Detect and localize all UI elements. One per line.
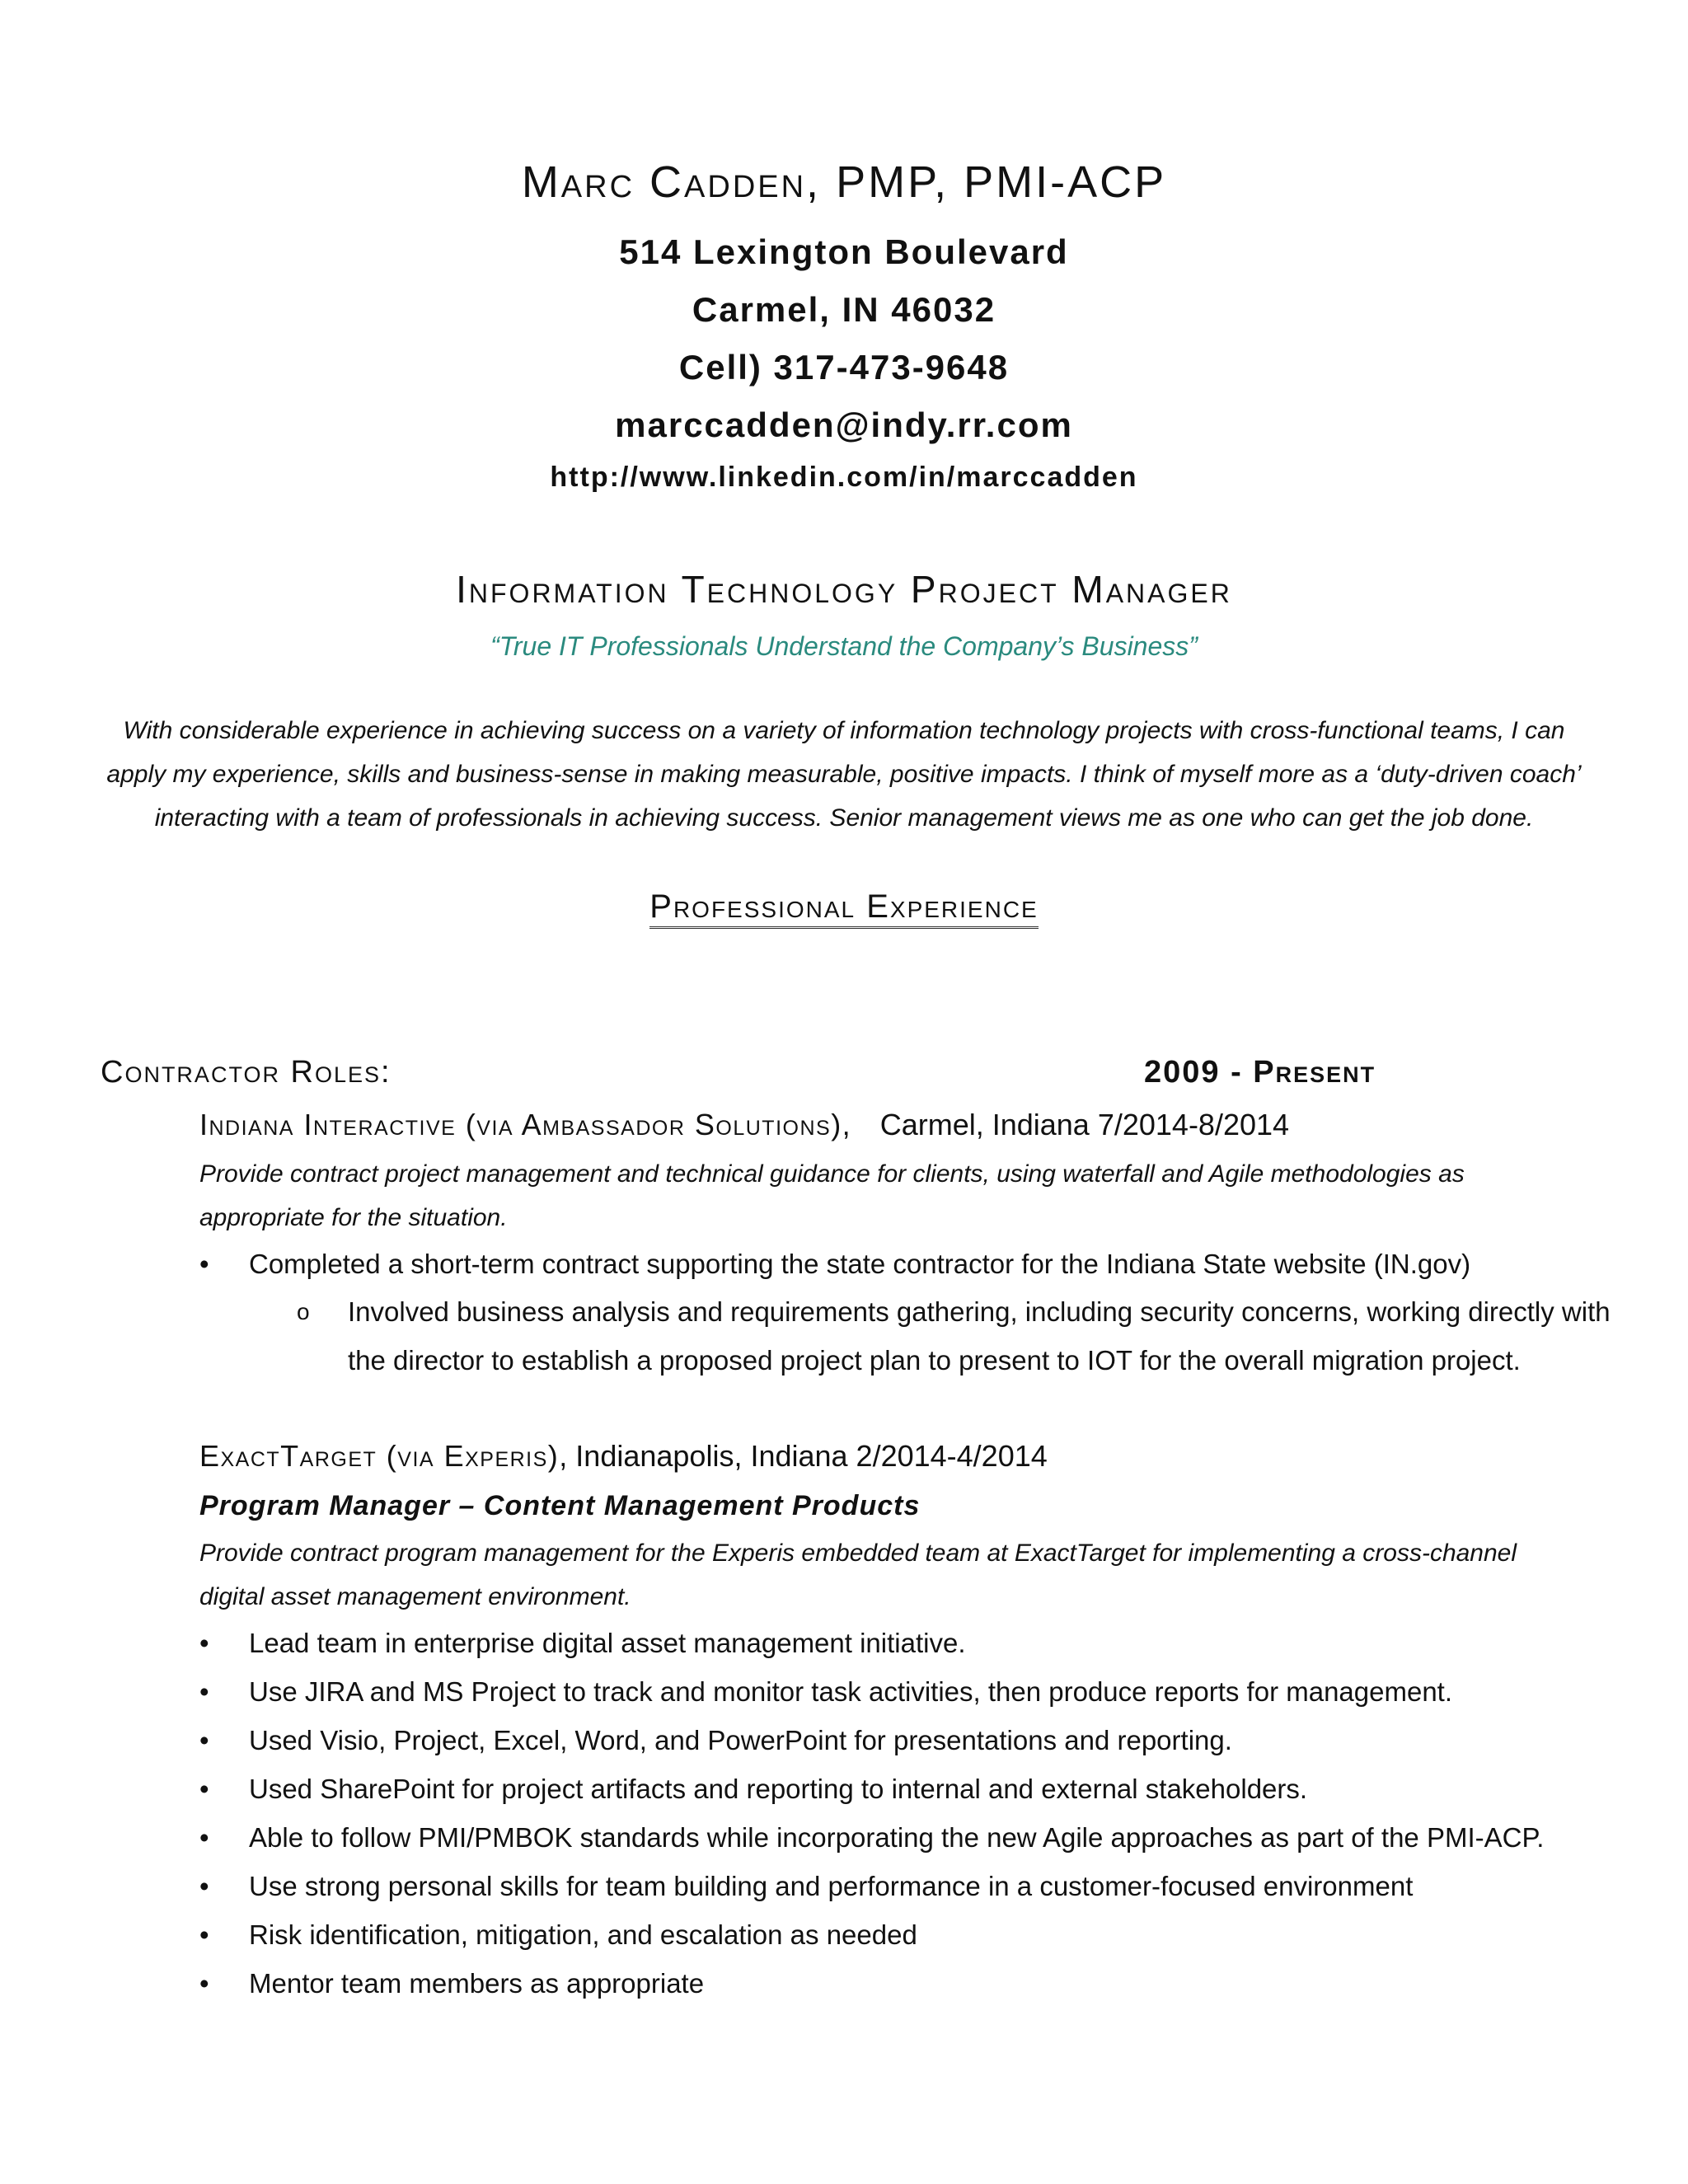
job-1-employer: Indiana Interactive (via Ambassador Solutions), [199, 1108, 852, 1141]
list-item [199, 1765, 1601, 1813]
candidate-name: Marc Cadden, PMP, PMI-ACP [521, 157, 1167, 207]
contractor-roles-label: Contractor Roles: [101, 1055, 392, 1090]
job-1-employer-line [199, 1108, 1289, 1142]
bullet-marker: • [199, 1822, 209, 1853]
phone-number: Cell) 317-473-9648 [678, 348, 1010, 387]
job-2-employer: ExactTarget (via Experis) [199, 1439, 560, 1473]
bullet-marker: • [199, 1919, 209, 1950]
section-heading-experience [0, 888, 1688, 926]
bullet-marker: • [199, 1628, 209, 1658]
job-1-bullet-1: Completed a short-term contract supporting the state contractor for the Indiana State website (IN.gov) [249, 1249, 1471, 1279]
profile-summary: With considerable experience in achieving success on a variety of information technology projects with cross-functional teams, I can apply my experience, skills and business-sense in making measurable, positive impacts. I think of myself more as a ‘duty-driven coach’ interacting with a team of professionals in achieving success. Senior management views me as one who can get the job done. [106, 717, 1582, 832]
contractor-roles-dates: 2009 - Present [1144, 1055, 1376, 1090]
list-item [199, 1716, 1601, 1765]
bullet-marker: • [199, 1676, 209, 1707]
job-2-bullet-2: Use JIRA and MS Project to track and monitor task activities, then produce reports for management. [249, 1676, 1453, 1707]
bullet-marker: • [199, 1725, 209, 1755]
job-2-bullet-7: Risk identification, mitigation, and escalation as needed [249, 1919, 917, 1950]
list-item [199, 1862, 1601, 1910]
job-1-sub-bullet-1: Involved business analysis and requirements gathering, including security concerns, working directly with the director to establish a proposed project plan to present to IOT for the overall migration project. [348, 1296, 1611, 1376]
list-item [199, 1240, 1601, 1288]
list-item [297, 1287, 1611, 1436]
bullet-marker: • [199, 1249, 209, 1279]
profile-title: Information Technology Project Manager [456, 568, 1232, 611]
address-line-1: 514 Lexington Boulevard [619, 232, 1069, 271]
job-2-bullet-4: Used SharePoint for project artifacts and reporting to internal and external stakeholders. [249, 1774, 1308, 1804]
profile-tagline: “True IT Professionals Understand the Company’s Business” [490, 631, 1198, 661]
section-heading-text: Professional Experience [649, 888, 1038, 929]
email-address[interactable]: marccadden@indy.rr.com [615, 405, 1073, 444]
job-1-description: Provide contract project management and technical guidance for clients, using waterfall and Agile methodologies as appropriate for the situation. [199, 1160, 1465, 1231]
job-1-location-dates: Carmel, Indiana 7/2014-8/2014 [879, 1108, 1290, 1141]
list-item [199, 1667, 1601, 1716]
bullet-marker: • [199, 1968, 209, 1999]
linkedin-link[interactable]: http://www.linkedin.com/in/marccadden [550, 462, 1138, 493]
list-item [199, 1619, 1601, 1667]
address-line-2: Carmel, IN 46032 [692, 290, 996, 329]
bullet-marker: • [199, 1871, 209, 1901]
job-2-bullet-5: Able to follow PMI/PMBOK standards while incorporating the new Agile approaches as part of the PMI-ACP. [249, 1822, 1545, 1853]
sub-bullet-marker: o [297, 1299, 310, 1324]
job-2-location-dates: , Indianapolis, Indiana 2/2014-4/2014 [559, 1439, 1048, 1473]
list-item [199, 1813, 1601, 1862]
job-2-bullet-3: Used Visio, Project, Excel, Word, and PowerPoint for presentations and reporting. [249, 1725, 1232, 1755]
job-2-bullet-1: Lead team in enterprise digital asset management initiative. [249, 1628, 966, 1658]
job-2-description: Provide contract program management for the Experis embedded team at ExactTarget for implementing a cross-channel digital asset management environment. [199, 1540, 1517, 1610]
list-item [199, 1959, 1601, 2008]
list-item [199, 1910, 1601, 1959]
job-2-role-title: Program Manager – Content Management Products [199, 1490, 921, 1521]
job-2-bullet-8: Mentor team members as appropriate [249, 1968, 705, 1999]
job-2-bullet-6: Use strong personal skills for team building and performance in a customer-focused environment [249, 1871, 1414, 1901]
bullet-marker: • [199, 1774, 209, 1804]
job-2-employer-line [199, 1439, 1048, 1474]
